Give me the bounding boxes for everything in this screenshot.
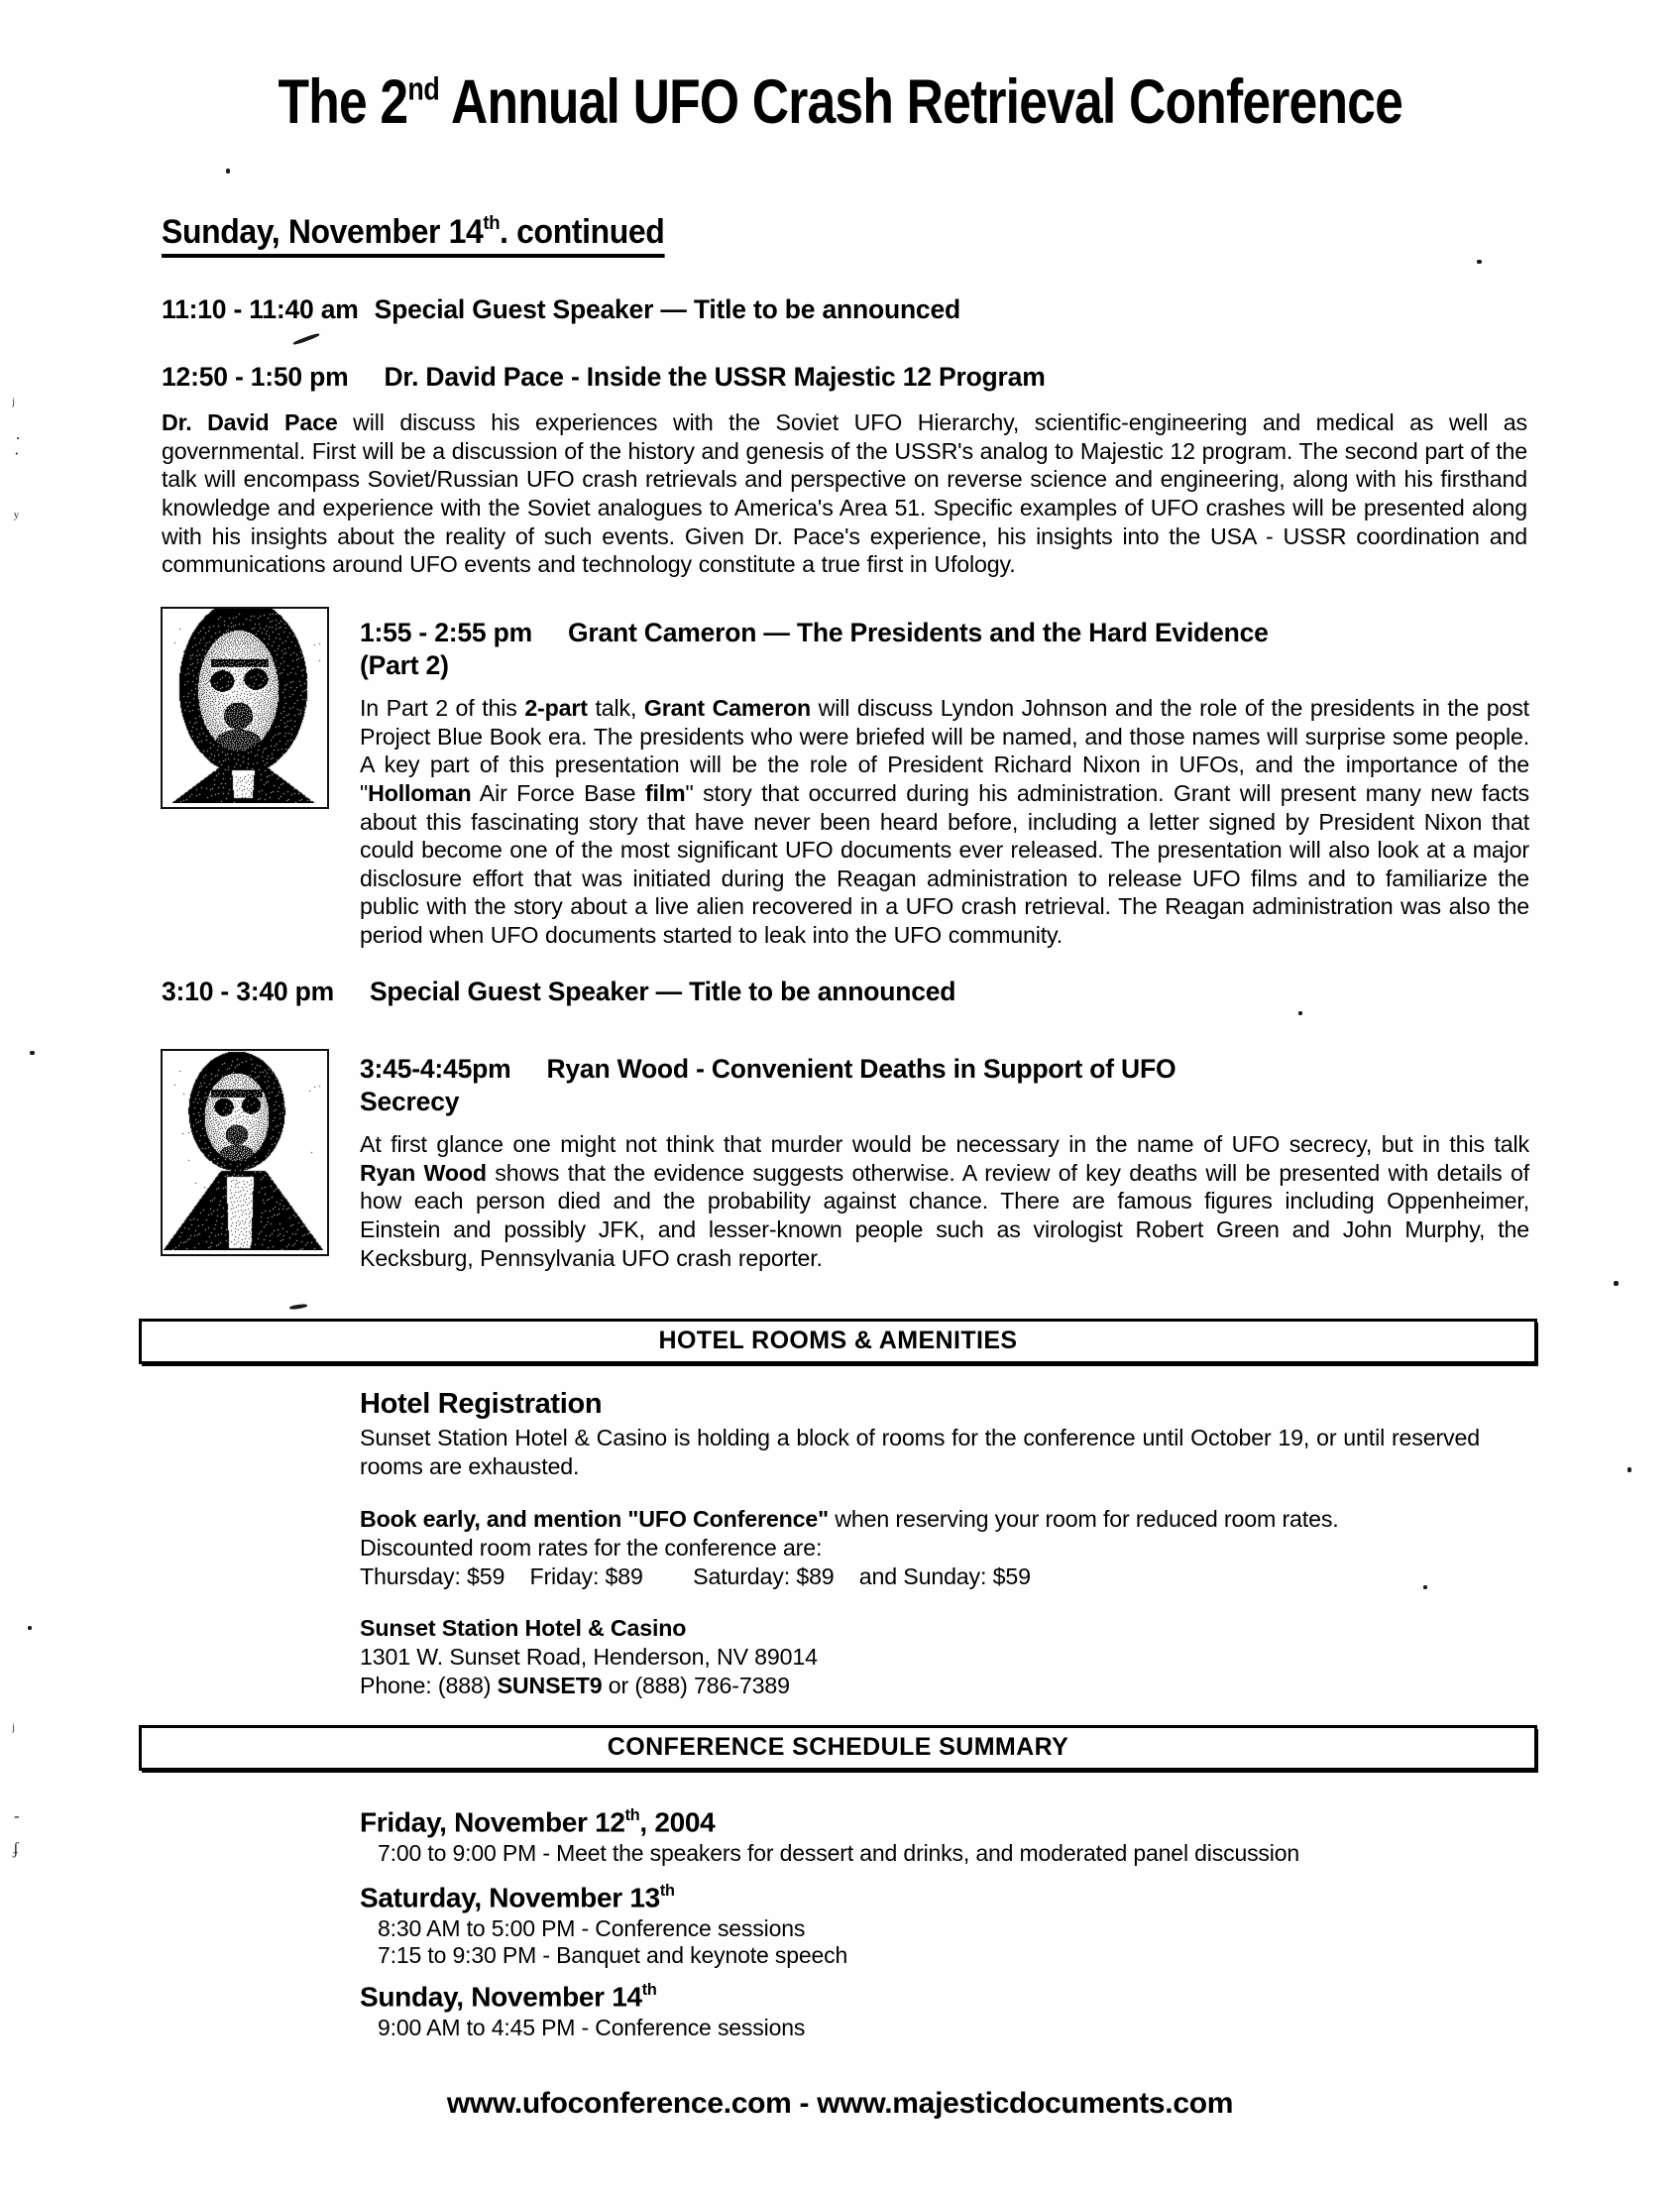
hotel-rates-line: Thursday: $59 Friday: $89 Saturday: $89 and Sunday: $59 bbox=[360, 1563, 1031, 1589]
phone-post: or (888) 786-7389 bbox=[602, 1673, 790, 1698]
desc3-p3: will discuss Lyndon Johnson and the role of the presidents in the post Project Blue Book era. The presidents who were briefed will be named, and those names will surprise some people. A key part of this presentation will be the role of President Richard Nixon in UFOs, and the importance of the " bbox=[360, 695, 1529, 806]
desc3-p4: Air Force Base bbox=[471, 779, 645, 806]
desc5-p2: shows that the evidence suggests otherwise. A review of key deaths will be presented with details of how each person died and the probability against chance. There are famous figures including Oppenheimer, Einstein and possibly JFK, and lesser-known people such as virologist Robert Green and John Murphy, the Kecksburg, Pennsylvania UFO crash reporter. bbox=[360, 1159, 1530, 1271]
scan-speck bbox=[289, 1304, 307, 1310]
session-time-3: 1:55 - 2:55 pm bbox=[360, 618, 532, 647]
saturday-name-pre: Saturday, November 13 bbox=[360, 1882, 660, 1913]
title-pre: The 2 bbox=[278, 67, 408, 137]
session-title-3-line2: (Part 2) bbox=[360, 650, 449, 681]
hotel-name: Sunset Station Hotel & Casino bbox=[360, 1615, 687, 1641]
scan-artifact: - bbox=[14, 1806, 20, 1825]
desc5-p1: At first glance one might not think that murder would be necessary in the name of UFO secrecy, but in this talk bbox=[360, 1131, 1529, 1157]
desc3-p1: In Part 2 of this bbox=[360, 695, 525, 721]
session-description-2-text: will discuss his experiences with the Soviet UFO Hierarchy, scientific-engineering and medical as well as governmental. First will be a discussion of the history and genesis of the USSR's analog to Majestic 12 program. The second part of the talk will encompass Soviet/Russian UFO crash retrievals and perspective on reverse science and engineering, along with his firsthand knowledge and experience with the Soviet analogues to America's Area 51. Specific examples of UFO crashes will be presented along with his insights about the reality of such events. Given Dr. Pace's experience, his insights into the USA - USSR coordination and communications around UFO events and technology constitute a true first in Ufology. bbox=[162, 409, 1527, 578]
hotel-rates-label: Discounted room rates for the conference are: bbox=[360, 1535, 823, 1561]
scan-speck bbox=[1298, 1011, 1302, 1015]
session-time-4: 3:10 - 3:40 pm bbox=[162, 977, 334, 1006]
masthead bbox=[0, 67, 1680, 137]
footer-urls: www.ufoconference.com - www.majesticdocuments.com bbox=[446, 2087, 1234, 2120]
session-title-1: Special Guest Speaker — Title to be announced bbox=[374, 294, 960, 324]
session-title-5-line2: Secrecy bbox=[360, 1087, 460, 1117]
scan-artifact: ʄ bbox=[13, 1839, 19, 1858]
session-title-5: Ryan Wood - Convenient Deaths in Support of UFO bbox=[546, 1054, 1176, 1084]
desc3-b1: 2-part bbox=[524, 695, 588, 721]
scan-artifact: ʲ bbox=[12, 395, 15, 413]
day-heading-ordinal: th bbox=[483, 212, 501, 234]
scan-speck bbox=[1423, 1585, 1427, 1589]
session-description-5 bbox=[360, 1130, 1529, 1272]
session-description-2 bbox=[162, 408, 1527, 579]
schedule-section-banner bbox=[139, 1725, 1537, 1771]
day-heading-post: . continued bbox=[500, 213, 665, 252]
session-time-1: 11:10 - 11:40 am bbox=[162, 294, 359, 324]
schedule-day-friday bbox=[360, 1806, 1680, 1839]
hotel-registration-intro: Sunset Station Hotel & Casino is holding a block of rooms for the conference until October 19, or until reserved rooms are exhausted. bbox=[360, 1425, 1480, 1479]
book-early-rest: when reserving your room for reduced room rates. bbox=[828, 1506, 1339, 1532]
hotel-phone bbox=[360, 1672, 1680, 1700]
schedule-banner-label: CONFERENCE SCHEDULE SUMMARY bbox=[607, 1732, 1069, 1761]
sunday-ordinal: th bbox=[641, 1981, 657, 1999]
schedule-day-sunday bbox=[360, 1981, 1680, 2014]
session-row-2 bbox=[162, 362, 1524, 393]
ryan-wood-photo bbox=[161, 1049, 329, 1256]
session-row-1 bbox=[162, 294, 1524, 325]
sunday-name-pre: Sunday, November 14 bbox=[360, 1981, 642, 2013]
session-title-4: Special Guest Speaker — Title to be announced bbox=[369, 977, 956, 1006]
scan-speck bbox=[226, 169, 230, 174]
grant-cameron-photo bbox=[161, 607, 329, 809]
scan-speck bbox=[1614, 1281, 1619, 1286]
desc3-b4: film bbox=[644, 779, 686, 806]
hotel-address: 1301 W. Sunset Road, Henderson, NV 89014 bbox=[360, 1644, 818, 1670]
scan-speck bbox=[1477, 260, 1482, 264]
book-early-bold: Book early, and mention "UFO Conference" bbox=[360, 1506, 829, 1532]
title-ordinal-suffix: nd bbox=[407, 69, 440, 107]
session-title-2: Dr. David Pace - Inside the USSR Majestic 12 Program bbox=[384, 362, 1046, 392]
scan-speck bbox=[1627, 1467, 1631, 1472]
title-post: Annual UFO Crash Retrieval Conference bbox=[439, 67, 1402, 137]
speaker-name-cameron: Grant Cameron bbox=[643, 695, 812, 721]
hotel-registration-heading: Hotel Registration bbox=[360, 1388, 603, 1420]
session-time-2: 12:50 - 1:50 pm bbox=[162, 362, 349, 392]
speaker-name-wood: Ryan Wood bbox=[360, 1159, 487, 1186]
hotel-banner-label: HOTEL ROOMS & AMENITIES bbox=[658, 1326, 1018, 1354]
scan-artifact: . bbox=[16, 424, 21, 443]
session-title-3: Grant Cameron — The Presidents and the Hard Evidence bbox=[567, 618, 1269, 647]
phone-vanity: SUNSET9 bbox=[497, 1673, 603, 1698]
session-description-3-top bbox=[360, 694, 1529, 950]
schedule-day-saturday bbox=[360, 1882, 1680, 1914]
desc3-p2: talk, bbox=[587, 695, 644, 721]
scan-artifact: · bbox=[14, 444, 20, 463]
schedule-item-saturday-1: 8:30 AM to 5:00 PM - Conference sessions bbox=[378, 1915, 806, 1941]
scan-speck bbox=[28, 1626, 32, 1630]
speaker-name-pace: Dr. David Pace bbox=[162, 409, 338, 435]
hotel-book-early-line bbox=[360, 1505, 1480, 1534]
friday-name-post: , 2004 bbox=[639, 1806, 716, 1838]
day-heading-pre: Sunday, November 14 bbox=[162, 213, 484, 252]
day-heading bbox=[162, 212, 664, 258]
schedule-item-friday-1: 7:00 to 9:00 PM - Meet the speakers for dessert and drinks, and moderated panel discussion bbox=[378, 1840, 1300, 1866]
session-row-5 bbox=[360, 1053, 1529, 1118]
scan-artifact: ʲ bbox=[12, 1720, 15, 1739]
scan-speck bbox=[292, 332, 320, 345]
desc3-b3: Holloman bbox=[368, 779, 472, 806]
session-time-5: 3:45-4:45pm bbox=[360, 1054, 511, 1084]
scan-speck bbox=[30, 1051, 35, 1055]
schedule-item-saturday-2: 7:15 to 9:30 PM - Banquet and keynote speech bbox=[378, 1942, 848, 1968]
schedule-item-sunday-1: 9:00 AM to 4:45 PM - Conference sessions bbox=[378, 2015, 806, 2040]
friday-ordinal: th bbox=[624, 1806, 640, 1824]
hotel-section-banner bbox=[139, 1319, 1537, 1364]
desc3-p5: " story that occurred during his administration. Grant will present many new facts about this fascinating story that have never been heard before, including a letter signed by President Nixon that could become one of the most significant UFO documents ever released. The presentation will also look at a major disclosure effort that was initiated during the Reagan administration to release UFO films and to familiarize the public with the story about a live alien recovered in a UFO crash retrieval. The Reagan administration was also the period when UFO documents started to leak into the UFO community. bbox=[360, 779, 1529, 949]
saturday-ordinal: th bbox=[659, 1882, 675, 1900]
friday-name-pre: Friday, November 12 bbox=[360, 1806, 625, 1838]
session-row-3 bbox=[360, 617, 1529, 682]
phone-pre: Phone: (888) bbox=[360, 1673, 498, 1698]
page-title bbox=[278, 67, 1402, 137]
scan-artifact: ʸ bbox=[14, 508, 20, 526]
session-row-4 bbox=[162, 977, 1524, 1007]
